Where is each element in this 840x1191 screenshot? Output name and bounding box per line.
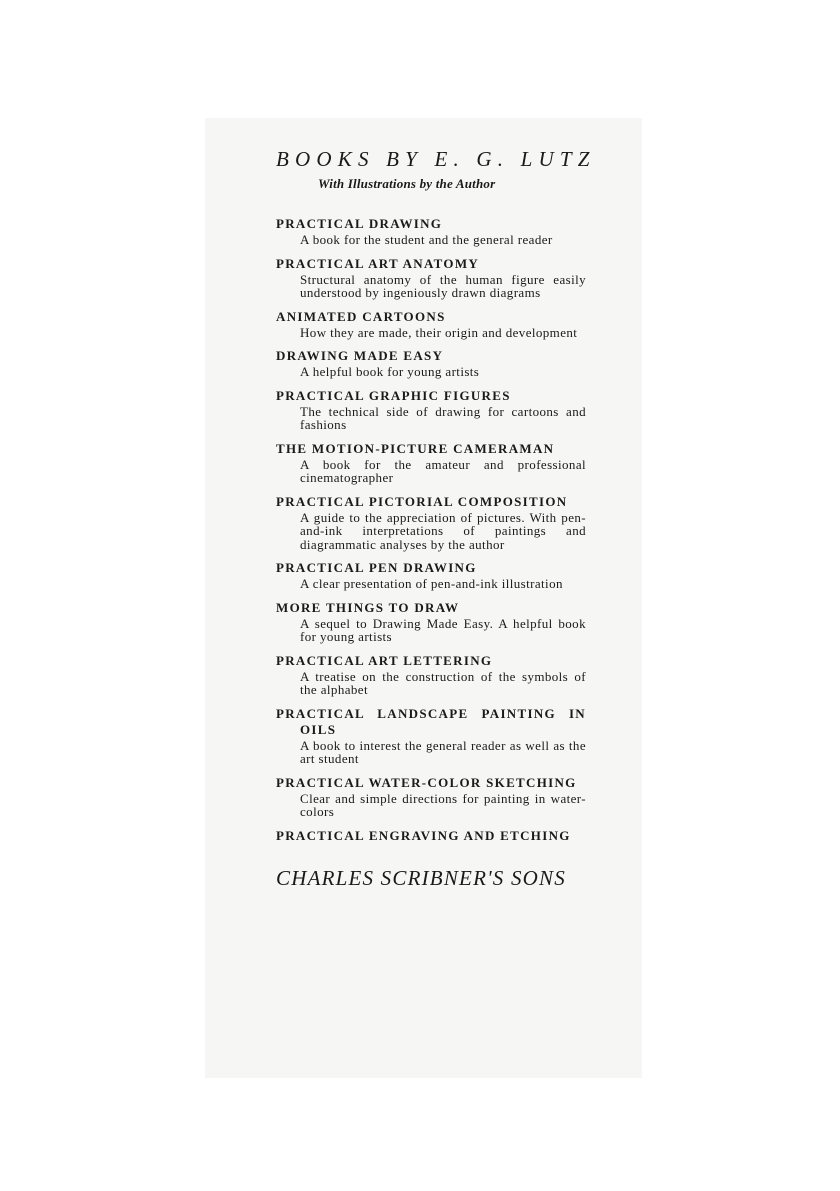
book-entry (276, 494, 586, 552)
book-entry (276, 653, 586, 697)
book-description: How they are made, their origin and development (300, 324, 578, 340)
book-title: PRACTICAL PEN DRAWING (276, 560, 477, 575)
page-title: BOOKS BY E. G. LUTZ (276, 147, 596, 171)
book-title: PRACTICAL GRAPHIC FIGURES (276, 387, 511, 403)
book-entry (276, 441, 586, 485)
publisher-name: CHARLES SCRIBNER'S SONS (276, 865, 566, 890)
book-entry (276, 216, 586, 247)
book-title: PRACTICAL LANDSCAPE PAINTING IN OILS (276, 705, 586, 737)
book-title: THE MOTION-PICTURE CAMERAMAN (276, 440, 555, 456)
book-description: A book to interest the general reader as well as the art student (300, 737, 586, 766)
book-list (276, 216, 586, 844)
book-title: PRACTICAL PICTORIAL COMPOSITION (276, 493, 568, 509)
book-entry (276, 560, 586, 591)
book-title: PRACTICAL ART ANATOMY (276, 255, 480, 271)
book-title: DRAWING MADE EASY (276, 348, 444, 363)
book-entry (276, 706, 586, 766)
book-description: A clear presentation of pen-and-ink illustration (300, 576, 563, 591)
book-title: PRACTICAL WATER-COLOR SKETCHING (276, 774, 577, 790)
book-description: The technical side of drawing for cartoons and fashions (300, 403, 586, 432)
book-title: MORE THINGS TO DRAW (276, 599, 460, 615)
book-title: PRACTICAL DRAWING (276, 216, 443, 231)
book-description: A sequel to Drawing Made Easy. A helpful book for young artists (300, 615, 586, 644)
book-entry (276, 775, 586, 819)
page-content (276, 145, 596, 892)
book-description: Structural anatomy of the human figure easily understood by ingeniously drawn diagrams (300, 271, 586, 300)
book-entry (276, 828, 586, 844)
book-title: ANIMATED CARTOONS (276, 308, 446, 324)
book-entry (276, 309, 586, 340)
book-description: A helpful book for young artists (300, 364, 480, 379)
book-entry (276, 348, 586, 379)
book-description: A treatise on the construction of the symbols of the alphabet (300, 668, 586, 697)
book-entry (276, 600, 586, 644)
book-description: A book for the student and the general reader (300, 232, 553, 247)
book-title: PRACTICAL ENGRAVING AND ETCHING (276, 827, 571, 843)
book-entry (276, 256, 586, 300)
page-subtitle: With Illustrations by the Author (318, 176, 496, 191)
book-description: A guide to the appreciation of pictures. With pen-and-ink interpretations of paintings and diagrammatic analyses by the author (300, 509, 586, 552)
book-entry (276, 388, 586, 432)
book-description: Clear and simple directions for painting in water-colors (300, 790, 586, 819)
book-description: A book for the amateur and professional cinematographer (300, 456, 586, 485)
book-title: PRACTICAL ART LETTERING (276, 652, 493, 668)
